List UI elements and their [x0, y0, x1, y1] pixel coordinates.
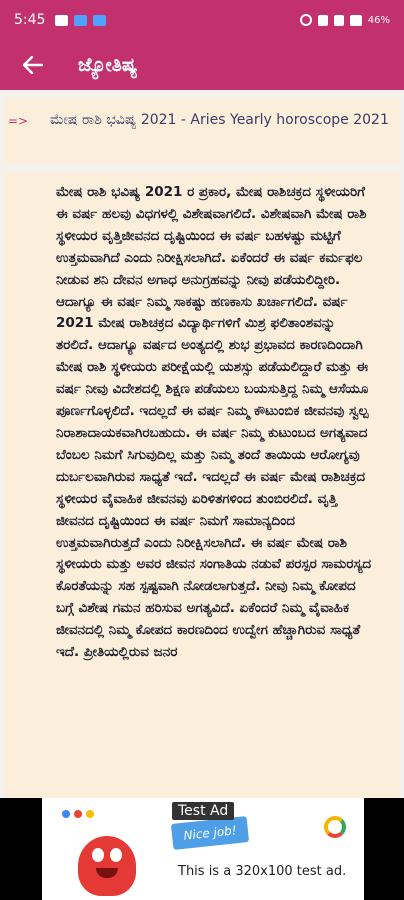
ad-decoration-dots	[62, 810, 94, 818]
ad-tag: Test Ad	[172, 802, 234, 820]
ad-logo-icon	[324, 816, 346, 838]
chapter-marker: =>	[8, 114, 29, 128]
system-icons	[300, 14, 390, 26]
article-text: ಮೇಷ ರಾಶಿ ಭವಿಷ್ಯ 2021 ರ ಪ್ರಕಾರ, ಮೇಷ ರಾಶಿಚಕ್ರದ ಸ್ಥಳೀಯರಿಗೆ ಈ ವರ್ಷ ಹಲವು ವಿಧಗಳಲ್ಲಿ ವಿಶೇಷವಾಗಲಿದೆ. ವಿಶೇಷವಾಗಿ ಮೇಷ ರಾಶಿ ಸ್ಥಳೀಯರ ವೃತ್ತಿಜೀವನದ ದೃಷ್ಟಿಯಿಂದ ಈ ವರ್ಷ ಬಹಳಷ್ಟು ಮಟ್ಟಿಗೆ ಉತ್ತಮವಾಗಿದೆ ಎಂದು ನಿರೀಕ್ಷಿಸಲಾಗಿದೆ. ಏಕೆಂದರೆ ಈ ವರ್ಷ ಕರ್ಮಫಲ ನೀಡುವ ಶನಿ ದೇವನ ಅಗಾಧ ಅನುಗ್ರಹವನ್ನು ನೀವು ಪಡೆಯಲಿದ್ದೀರಿ. ಆದಾಗ್ಯೂ ಈ ವರ್ಷ ನಿಮ್ಮ ಸಾಕಷ್ಟು ಹಣಕಾಸು ಖರ್ಚಾಗಲಿದೆ. ವರ್ಷ 2021 ಮೇಷ ರಾಶಿಚಕ್ರದ ವಿದ್ಯಾರ್ಥಿಗಳಿಗೆ ಮಿಶ್ರ ಫಲಿತಾಂಶವನ್ನು ತರಲಿದೆ. ಆದಾಗ್ಯೂ ವರ್ಷದ ಅಂತ್ಯದಲ್ಲಿ ಶುಭ ಪ್ರಭಾವದ ಕಾರಣದಿಂದಾಗಿ ಮೇಷ ರಾಶಿ ಸ್ಥಳೀಯರು ಪರೀಕ್ಷೆಯಲ್ಲಿ ಯಶಸ್ಸು ಪಡೆಯಲಿದ್ದಾರೆ ಮತ್ತು ಈ ವರ್ಷ ನೀವು ವಿದೇಶದಲ್ಲಿ ಶಿಕ್ಷಣ ಪಡೆಯಲು ಬಯಸುತ್ತಿದ್ದ ನಿಮ್ಮ ಆಸೆಯೂ ಪೂರ್ಣಗೊಳ್ಳಲಿದೆ. ಇದಲ್ಲದೆ ಈ ವರ್ಷ ನಿಮ್ಮ ಕೌಟುಂಬಿಕ ಜೀವನವು ಸ್ವಲ್ಪ ನಿರಾಶಾದಾಯಕವಾಗಿರಬಹುದು. ಈ ವರ್ಷ ನಿಮ್ಮ ಕುಟುಂಬದ ಅಗತ್ಯವಾದ ಬೆಂಬಲ ನಿಮಗೆ ಸಿಗುವುದಿಲ್ಲ ಮತ್ತು ನಿಮ್ಮ ತಂದೆ ತಾಯಿಯ ಆರೋಗ್ಯವು ದುರ್ಬಲವಾಗಿರುವ ಸಾಧ್ಯತೆ ಇದೆ. ಇದಲ್ಲದೆ ಈ ವರ್ಷ ಮೇಷ ರಾಶಿಚಕ್ರದ ಸ್ಥಳೀಯರ ವೈವಾಹಿಕ ಜೀವನವು ಏರಿಳಿತಗಳಿಂದ ತುಂಬಿರಲಿದೆ. ವೃತ್ತಿ ಜೀವನದ ದೃಷ್ಟಿಯಿಂದ ಈ ವರ್ಷ ನಿಮಗೆ ಸಾಮಾನ್ಯದಿಂದ ಉತ್ತಮವಾಗಿರುತ್ತದೆ ಎಂದು ನಿರೀಕ್ಷಿಸಲಾಗಿದೆ. ಈ ವರ್ಷ ಮೇಷ ರಾಶಿ ಸ್ಥಳೀಯರು ಮತ್ತು ಅವರ ಜೀವನ ಸಂಗಾತಿಯ ನಡುವೆ ಪರಸ್ಪರ ಸಾಮರಸ್ಯದ ಕೊರತೆಯನ್ನು ಸಹ ಸ್ಪಷ್ಟವಾಗಿ ನೋಡಲಾಗುತ್ತದೆ. ನೀವು ನಿಮ್ಮ ಕೋಪದ ಬಗ್ಗೆ ವಿಶೇಷ ಗಮನ ಹರಿಸುವ ಅಗತ್ಯವಿದೆ. ಏಕೆಂದರೆ ನಿಮ್ಮ ವೈವಾಹಿಕ ಜೀವನದಲ್ಲಿ ನಿಮ್ಮ ಕೋಪದ ಕಾರಣದಿಂದ ಉದ್ವೇಗ ಹೆಚ್ಚಾಗಿರುವ ಸಾಧ್ಯತೆ ಇದೆ. ಪ್ರೀತಿಯಲ್ಲಿರುವ ಜನರ	[56, 184, 372, 661]
page-title: ಜ್ಯೋತಿಷ್ಯ	[78, 54, 138, 76]
notification-icons	[55, 15, 106, 26]
image-notification-icon	[93, 15, 106, 26]
signal-bars-icon	[350, 15, 362, 26]
ad-text: This is a 320x100 test ad.	[178, 864, 347, 879]
ad-mascot-image	[78, 836, 136, 896]
ad-banner-area[interactable]	[42, 798, 364, 900]
signal-icon	[318, 15, 328, 26]
chapter-title: ಮೇಷ ರಾಶಿ ಭವಿಷ್ಯ 2021 - Aries Yearly horoscope 2021	[50, 112, 389, 128]
app-notification-icon	[74, 15, 87, 26]
status-bar	[0, 0, 404, 40]
article-card[interactable]	[4, 172, 400, 798]
back-arrow-icon[interactable]	[18, 50, 48, 80]
ad-container[interactable]	[0, 798, 404, 900]
wifi-icon	[334, 15, 344, 26]
app-bar	[0, 40, 404, 90]
status-time: 5:45	[14, 12, 46, 28]
chapter-header[interactable]	[4, 98, 400, 164]
heart-icon	[55, 15, 68, 26]
battery-percent: 46%	[367, 14, 390, 26]
alarm-icon	[300, 14, 312, 26]
ad-nice-job-banner: Nice job!	[171, 816, 249, 850]
